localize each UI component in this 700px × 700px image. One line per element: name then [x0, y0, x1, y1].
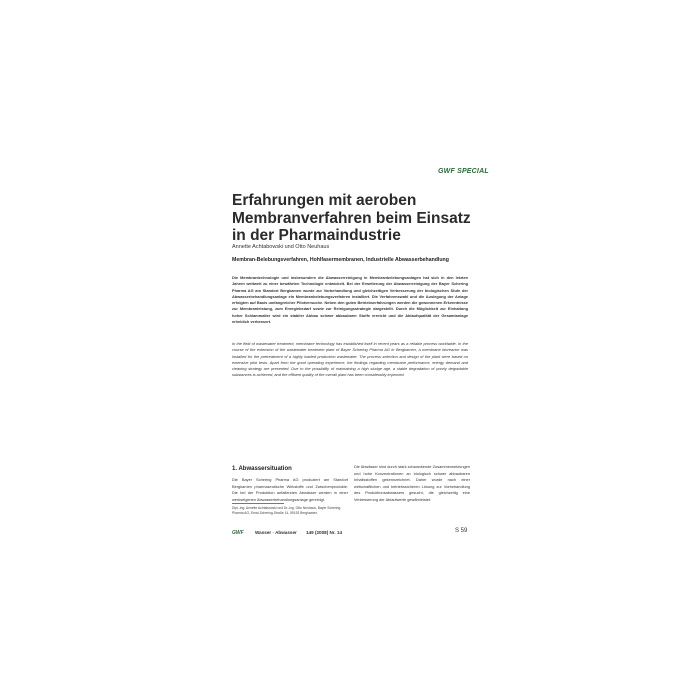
footer-issue: 149 (2008) Nr. 14: [306, 530, 343, 535]
footer-journal-name: Wasser · Abwasser: [255, 530, 297, 535]
footer-logo: GWF: [232, 530, 244, 536]
article-authors: Annette Achtabowski und Otto Neuhaus: [232, 244, 330, 250]
body-text-left-column: Die Bayer Schering Pharma AG produziert am Standort Bergkamen pharmazeutische Wirkstoffe und Zwischenprodukte. Die bei der Produktion anfallenden Abwässer werden in einer werkseigenen Abwasserbehandlungsanlage gereinigt.: [232, 477, 348, 502]
page-number: S 59: [455, 528, 468, 534]
footnote-divider: [232, 503, 284, 504]
article-title: [232, 192, 532, 245]
body-text-right-column: Die Abwässer sind durch stark schwankende Zusammensetzungen und hohe Konzentrationen an biologisch schwer abbaubaren Inhaltsstoffen gekennzeichnet. Daher wurde nach einer wirtschaftlichen und betriebssicheren Lösung zur Vorbehandlung des Produktionsabwassers gesucht, die gleichzeitig eine Verbesserung der Ablaufwerte gewährleistet.: [354, 464, 470, 502]
title-line: Membranverfahren beim Einsatz: [232, 209, 471, 227]
abstract-german: Die Membrantechnologie und insbesondere die Abwasserreinigung in Membranbelebungsanlagen hat sich in den letzten Jahren weltweit zu einer bewährten Technologie entwickelt. Bei der Erweiterung der Abwasserreinigung der Bayer Schering Pharma AG am Standort Bergkamen wurde zur Vorbehandlung und gleichzeitigen Verbesserung der biologischen Stufe der Abwasserbehandlungsanlage ein Membranbelebungsverfahren installiert. Die Verfahrenswahl und die Auslegung der Anlage erfolgten auf Basis umfangreicher Pilotversuche. Neben den guten Betriebserfahrungen werden die gewonnenen Erkenntnisse zur Membranleistung, zum Energiebedarf sowie zur Reinigungsstrategie dargestellt. Durch die Möglichkeit zur Einhaltung hoher Schlammalter wird ein stabiler Abbau schwer abbaubarer Stoffe erreicht und die Ablaufqualität der Gesamtanlage erheblich verbessert.: [232, 275, 468, 325]
section-label: GWF SPECIAL: [438, 168, 489, 175]
article-keywords: Membran-Belebungsverfahren, Hohlfasermembranen, Industrielle Abwasserbehandlung: [232, 257, 449, 263]
title-line: Erfahrungen mit aeroben: [232, 192, 417, 209]
author-footnote: Dipl.-Ing. Annette Achtabowski und Dr.-Ing. Otto Neuhaus, Bayer Schering Pharma AG, Ernst-Schering-Straße 14, 59192 Bergkamen.: [232, 506, 341, 515]
abstract-english: In the field of wastewater treatment, membrane technology has established itself in recent years as a reliable process worldwide. In the course of the extension of the wastewater treatment plant of Bayer Schering Pharma AG in Bergkamen, a membrane bioreactor was installed for the pretreatment of a highly loaded production wastewater. The process selection and design of the plant were based on extensive pilot tests. Apart from the good operating experience, the findings regarding membrane performance, energy demand and cleaning strategy are presented. Due to the possibility of maintaining a high sludge age, a stable degradation of poorly degradable substances is achieved, and the effluent quality of the overall plant has been considerably improved.: [232, 341, 468, 378]
title-line: in der Pharmaindustrie: [232, 227, 401, 244]
section-heading: 1. Abwassersituation: [232, 466, 292, 472]
